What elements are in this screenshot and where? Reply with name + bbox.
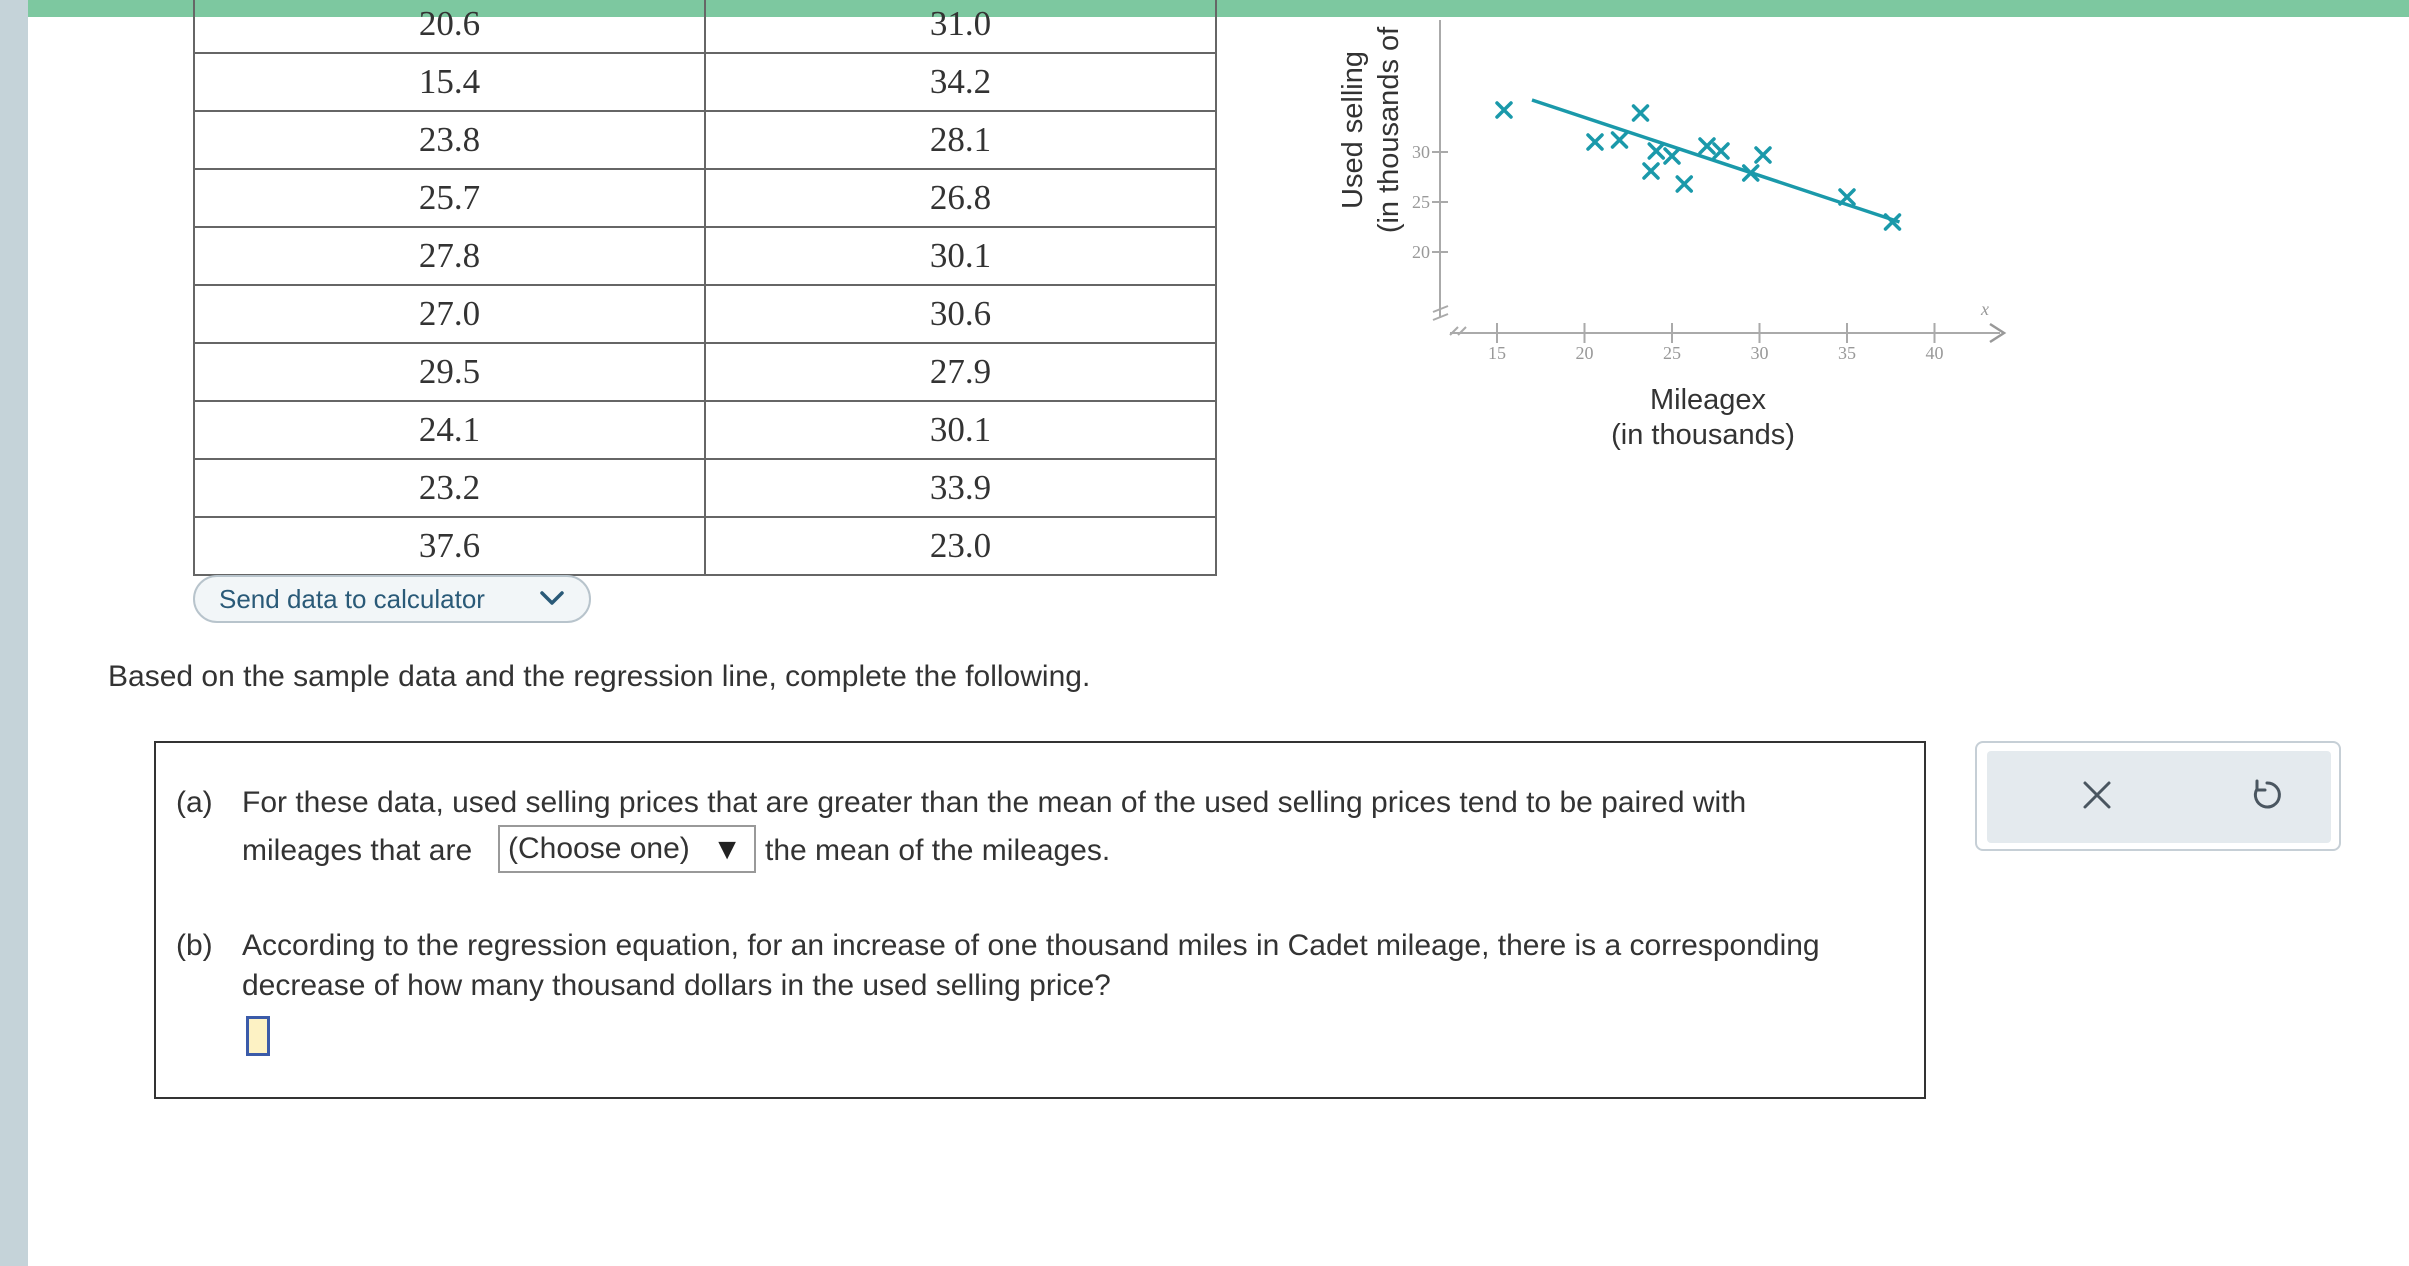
y-tick-label: 20 <box>1412 242 1430 262</box>
table-row <box>194 111 1216 169</box>
dropdown-triangle-icon: ▼ <box>712 833 742 866</box>
x-tick-label: 40 <box>1925 343 1944 363</box>
regression-line <box>1532 100 1900 222</box>
question-a-label: (a) <box>176 786 213 819</box>
price-cell: 30.6 <box>705 285 1216 343</box>
mileage-cell: 27.0 <box>194 285 705 343</box>
mileage-cell: 27.8 <box>194 227 705 285</box>
y-axis-title-line1: Used selling <box>1337 51 1369 209</box>
question-a-line2-after: the mean of the mileages. <box>765 834 1111 867</box>
x-tick-label: 30 <box>1750 343 1769 363</box>
answer-input[interactable] <box>246 1016 270 1056</box>
comparison-select[interactable] <box>498 825 756 873</box>
table-row <box>194 401 1216 459</box>
table-row <box>194 0 1216 53</box>
mileage-cell: 24.1 <box>194 401 705 459</box>
price-cell: 33.9 <box>705 459 1216 517</box>
x-tick-label: 25 <box>1663 343 1681 363</box>
data-point <box>1613 133 1627 147</box>
svg-text:Mileagex <box>1650 384 1767 416</box>
mileage-cell: 29.5 <box>194 343 705 401</box>
table-row <box>194 169 1216 227</box>
data-point <box>1756 148 1770 162</box>
table-row <box>194 517 1216 575</box>
comparison-select-value: (Choose one) <box>508 832 690 865</box>
y-axis-title <box>1337 26 1405 233</box>
table-row <box>194 459 1216 517</box>
price-cell: 34.2 <box>705 53 1216 111</box>
table-row <box>194 227 1216 285</box>
question-b-line2: decrease of how many thousand dollars in the used selling price? <box>242 969 1111 1002</box>
mileage-cell: 20.6 <box>194 0 705 53</box>
send-data-label: Send data to calculator <box>219 583 485 614</box>
table-row <box>194 285 1216 343</box>
price-cell: 30.1 <box>705 227 1216 285</box>
instruction-text: Based on the sample data and the regression line, complete the following. <box>108 660 1091 693</box>
data-point <box>1497 103 1511 117</box>
y-tick-label: 25 <box>1412 192 1430 212</box>
close-icon[interactable] <box>2075 773 2119 822</box>
question-a-line1: For these data, used selling prices that are greater than the mean of the used selling prices tend to be paired with <box>242 786 1747 819</box>
data-point <box>1588 135 1602 149</box>
data-table <box>193 0 1217 576</box>
question-b-line1: According to the regression equation, for an increase of one thousand miles in Cadet mileage, there is a corresponding <box>242 929 1820 962</box>
x-tick-label: 15 <box>1488 343 1506 363</box>
left-sidebar-strip <box>0 0 28 1266</box>
send-data-to-calculator-button[interactable] <box>193 575 591 623</box>
scatter-chart <box>1290 0 2050 470</box>
data-point <box>1634 106 1648 120</box>
price-cell: 26.8 <box>705 169 1216 227</box>
mileage-cell: 23.2 <box>194 459 705 517</box>
data-point <box>1644 164 1658 178</box>
question-a-line2-before: mileages that are <box>242 834 473 867</box>
data-point <box>1840 190 1854 204</box>
undo-icon[interactable] <box>2243 773 2287 822</box>
x-axis-end-label: x <box>1981 299 1989 319</box>
chevron-down-icon <box>537 583 567 620</box>
x-axis-title-line2: (in thousands) <box>1611 419 1795 451</box>
data-point <box>1649 144 1663 158</box>
action-panel-inner <box>1987 751 2331 843</box>
x-tick-label: 20 <box>1575 343 1594 363</box>
x-axis-variable: x <box>1751 384 1767 416</box>
data-point <box>1665 149 1679 163</box>
x-tick-label: 35 <box>1838 343 1856 363</box>
question-b-label: (b) <box>176 929 213 962</box>
x-axis-title-line1: Mileage <box>1649 384 1752 416</box>
y-axis-title-line2: (in thousands of <box>1373 26 1405 234</box>
mileage-cell: 23.8 <box>194 111 705 169</box>
table-row <box>194 343 1216 401</box>
y-tick-label: 30 <box>1412 142 1430 162</box>
price-cell: 27.9 <box>705 343 1216 401</box>
price-cell: 30.1 <box>705 401 1216 459</box>
mileage-cell: 15.4 <box>194 53 705 111</box>
price-cell: 23.0 <box>705 517 1216 575</box>
data-point <box>1677 177 1691 191</box>
price-cell: 28.1 <box>705 111 1216 169</box>
data-point <box>1714 144 1728 158</box>
data-point <box>1700 139 1714 153</box>
mileage-cell: 25.7 <box>194 169 705 227</box>
table-row <box>194 53 1216 111</box>
mileage-cell: 37.6 <box>194 517 705 575</box>
action-panel <box>1975 741 2341 851</box>
price-cell: 31.0 <box>705 0 1216 53</box>
